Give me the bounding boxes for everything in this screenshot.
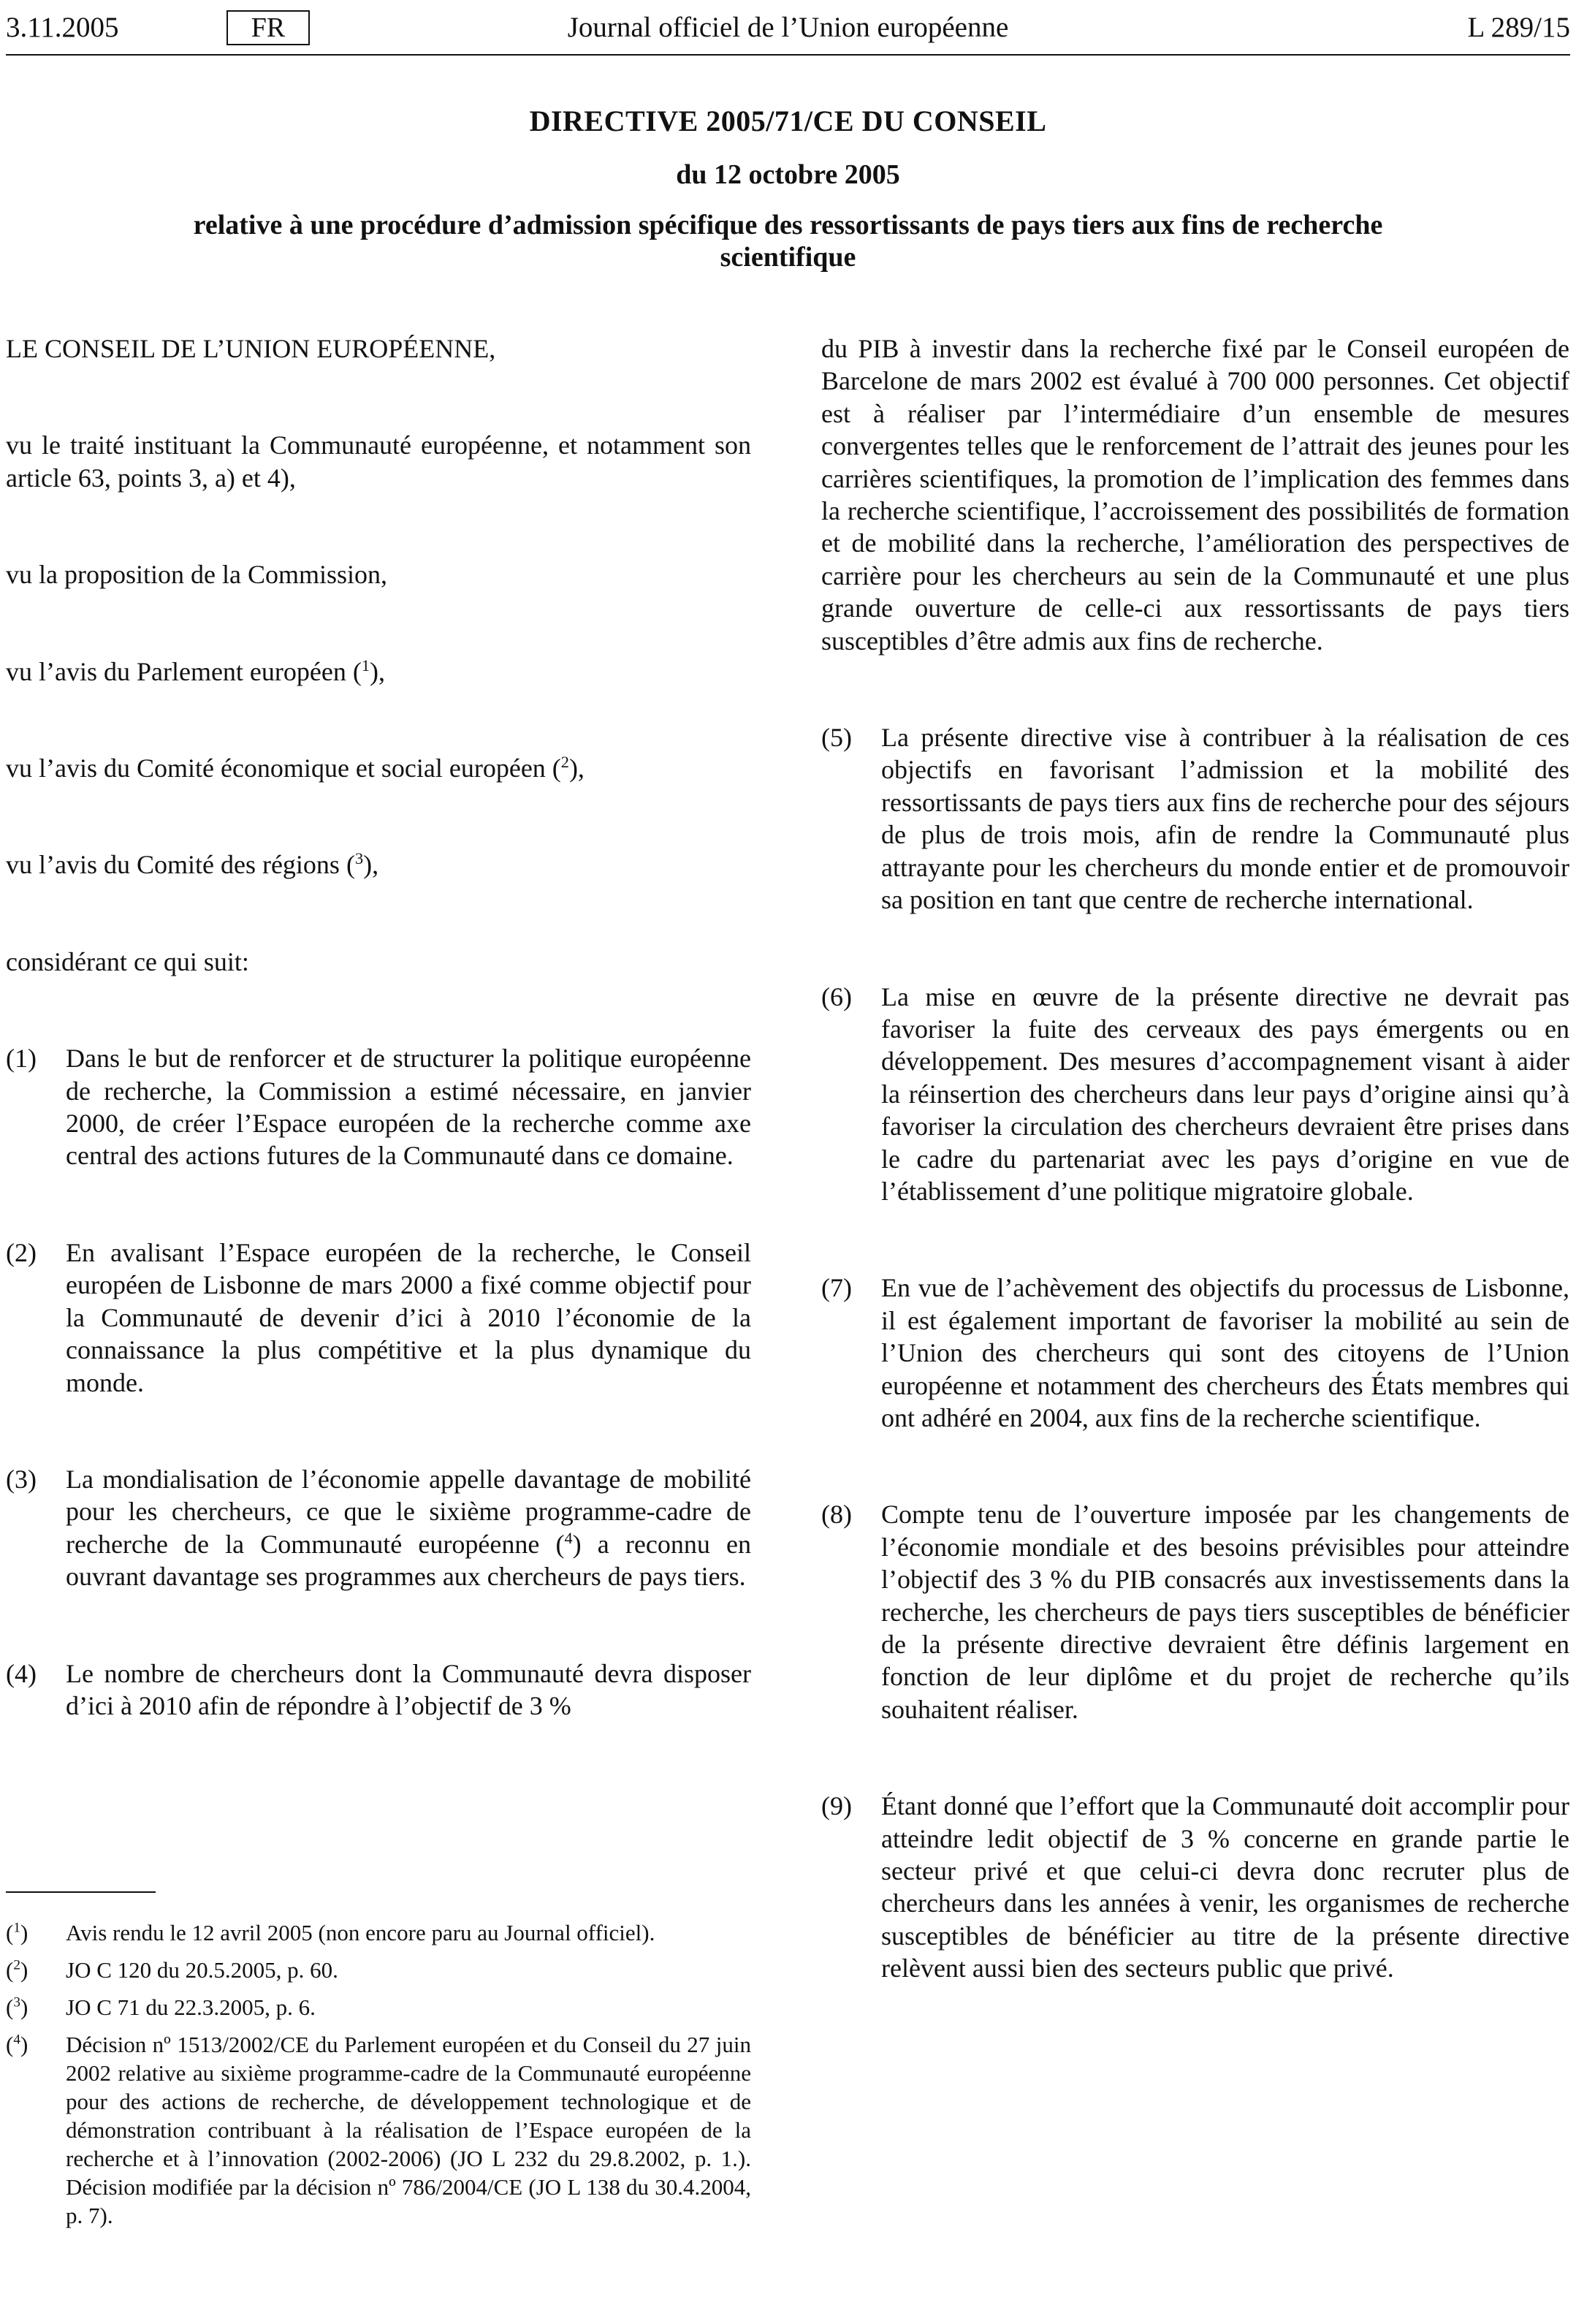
footnote-ref: 3 [354,849,364,868]
recital-number: (6) [821,981,852,1011]
recital-text: En avalisant l’Espace européen de la recherche, le Conseil européen de Lisbonne de mars 2000 a fixé comme objectif pour la Communauté de devenir d’ici à 2010 l’économie de la connaissance la plus compétitive et la plus dynamique du monde. [66,1237,751,1397]
footnote [6,1956,751,1984]
footnotes [6,1918,751,2238]
page-header [6,4,1570,51]
recital-text: En vue de l’achèvement des objectifs du processus de Lisbonne, il est également important de favoriser la mobilité au sein de l’Union des chercheurs qui sont des citoyens de l’Union européenne et notamment des chercheurs des États membres qui ont adhéré en 2004, aux fins de la recherche scientifique. [881,1273,1569,1432]
language-badge: FR [226,10,310,45]
journal-name: Journal officiel de l’Union européenne [567,12,1009,43]
footnote [6,2030,751,2230]
footnote [6,1918,751,1947]
publication-date: 3.11.2005 [6,12,119,43]
footnote-text: JO C 71 du 22.3.2005, p. 6. [66,1994,316,2020]
recital-number: (5) [821,723,852,753]
recital-text: Compte tenu de l’ouverture imposée par les changements de l’économie mondiale et des besoins prévisibles pour atteindre l’objectif des 3 % du PIB consacrés aux investissements dans la recherche, les chercheurs de pays tiers susceptibles de bénéficier de la présente directive devraient être définis largement en fonction de leur diplôme et du projet de recherche qu’ils souhaitent réaliser. [881,1500,1569,1724]
footnote-text: Décision nº 1513/2002/CE du Parlement européen et du Conseil du 27 juin 2002 relative au sixième programme-cadre de la Communauté européenne pour des actions de recherche, de développement technologique et de démonstration contribuant à la réalisation de l’Espace européen de la recherche et à l’innovation (2002-2006) (JO L 232 du 29.8.2002, p. 1.). Décision modifiée par la décision nº 786/2004/CE (JO L 138 du 30.4.2004, p. 7). [66,2032,751,2228]
citation: LE CONSEIL DE L’UNION EUROPÉENNE, [6,334,496,363]
recital [821,1498,1569,1725]
footnote-number: ($^4$) [6,2032,28,2057]
recital-number: (8) [821,1500,852,1530]
directive-date: du 12 octobre 2005 [676,159,900,190]
footnote-number: ($^3$) [6,1994,28,2020]
recital [821,1790,1569,1984]
recital [6,1463,751,1593]
recital-text: Le nombre de chercheurs dont la Communauté devra disposer d’ici à 2010 afin de répondre à l’objectif de 3 % [66,1658,751,1720]
directive-title: DIRECTIVE 2005/71/CE DU CONSEIL [529,105,1047,137]
citation: vu le traité instituant la Communauté européenne, et notamment son article 63, points 3, a) et 4), [6,430,751,493]
footnote-ref: 4 [564,1528,573,1547]
recital-number: (9) [821,1791,852,1821]
footnote [6,1993,751,2021]
footnote-number: ($^1$) [6,1920,28,1945]
footnote-rule [6,1891,156,1893]
left-column [6,333,751,1722]
footnote-text: Avis rendu le 12 avril 2005 (non encore paru au Journal officiel). [66,1920,655,1945]
recital [6,1042,751,1172]
recital [821,1272,1569,1434]
citation: considérant ce qui suit: [6,946,249,976]
recital [6,1237,751,1399]
citation: vu l’avis du Comité des régions ($^3$), [6,849,379,880]
recital [821,981,1569,1208]
recital [6,1657,751,1723]
recital-number: (2) [6,1237,37,1267]
recital-text: La mondialisation de l’économie appelle davantage de mobilité pour les chercheurs, ce que le sixième programme-cadre de recherche de la Communauté européenne ($^4$) a reconnu en ouvrant davantage ses programmes aux chercheurs de pays tiers. [66,1464,751,1592]
header-rule [6,54,1570,56]
footnote-text: JO C 120 du 20.5.2005, p. 60. [66,1957,338,1983]
recital-number: (1) [6,1044,37,1074]
footnote-ref: 1 [361,656,370,675]
citation: vu l’avis du Comité économique et social européen ($^2$), [6,753,585,783]
recital-number: (4) [6,1658,37,1688]
citation: vu la proposition de la Commission, [6,560,387,590]
recital [821,721,1569,916]
recital-text: La présente directive vise à contribuer à la réalisation de ces objectifs en favorisant l’admission et la mobilité des ressortissants de pays tiers aux fins de recherche pour des séjours de plus de trois mois, afin de rendre la Communauté plus attrayante pour les chercheurs du monde entier et de promouvoir sa position en tant que centre de recherche international. [881,723,1569,915]
recital-number: (3) [6,1464,37,1494]
footnote-number: ($^2$) [6,1957,28,1983]
directive-subject: relative à une procédure d’admission spécifique des ressortissants de pays tiers aux fins de recherche scientifique [193,210,1383,273]
recital-text: Étant donné que l’effort que la Communauté doit accomplir pour atteindre ledit objectif de 3 % concerne en grande partie le secteur privé et que celui-ci devra donc recruter plus de chercheurs dans les années à venir, les organismes de recherche susceptibles de bénéficier au titre de la présente directive relèvent aussi bien des secteurs public que privé. [881,1791,1569,1983]
recital-text: La mise en œuvre de la présente directive ne devrait pas favoriser la fuite des cerveaux des pays émergents ou en développement. Des mesures d’accompagnement visant à aider la réinsertion des chercheurs dans leur pays d’origine ainsi qu’à favoriser la circulation des chercheurs devraient être prises dans le cadre du partenariat avec les pays d’origine en vue de l’établissement d’une politique migratoire globale. [881,981,1569,1206]
citation: vu l’avis du Parlement européen ($^1$), [6,656,385,686]
page-reference: L 289/15 [1467,12,1570,43]
right-column [821,333,1569,1985]
recital-text: Dans le but de renforcer et de structurer la politique européenne de recherche, la Commission a estimé nécessaire, en janvier 2000, de créer l’Espace européen de la recherche comme axe central des actions futures de la Communauté dans ce domaine. [66,1044,751,1171]
title-block [146,102,1430,273]
footnote-ref: 2 [560,753,569,772]
recital-continuation: du PIB à investir dans la recherche fixé par le Conseil européen de Barcelone de mars 2002 est évalué à 700 000 personnes. Cet objectif est à réaliser par l’intermédiaire d’un ensemble de mesures convergentes telles que le renforcement de l’attrait des jeunes pour les carrières scientifiques, la promotion de l’implication des femmes dans la recherche scientifique, l’accroissement des possibilités de formation et de mobilité dans la recherche, l’amélioration des perspectives de carrière pour les chercheurs au sein de la Communauté et une plus grande ouverture de celle-ci aux ressortissants de pays tiers susceptibles d’être admis aux fins de recherche. [821,334,1569,656]
recital-number: (7) [821,1273,852,1303]
